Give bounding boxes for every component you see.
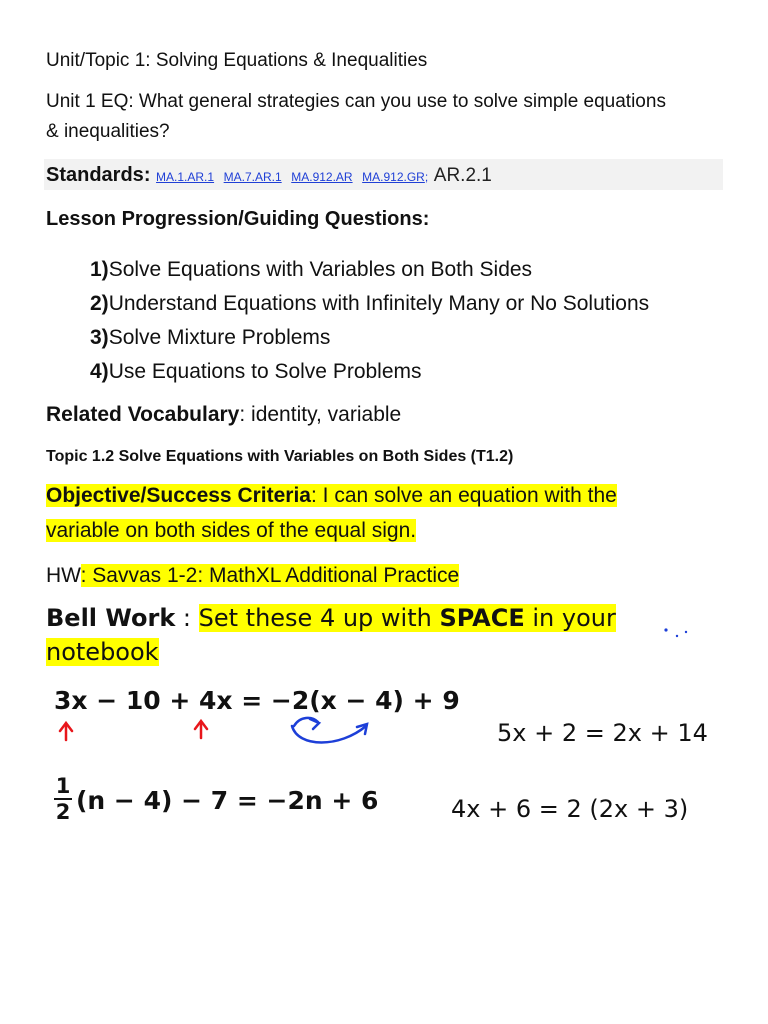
equation-3: 5x + 2 = 2x + 14 <box>497 719 708 747</box>
list-number: 1) <box>90 258 109 281</box>
vocab-label: Related Vocabulary <box>46 403 240 426</box>
standard-link-ma912ar[interactable]: MA.912.AR <box>291 170 353 184</box>
fraction-denominator: 2 <box>55 800 71 824</box>
standards-label: Standards <box>46 164 144 186</box>
essential-question-line2: & inequalities? <box>46 121 170 142</box>
standards-separator: ; <box>424 170 429 184</box>
equation-2: (n − 4) − 7 = −2n + 6 <box>76 786 379 815</box>
red-arrow-icon <box>195 721 207 738</box>
list-text: Use Equations to Solve Problems <box>108 360 422 383</box>
bell-text-bold: SPACE <box>439 604 525 632</box>
list-number: 4) <box>90 360 109 383</box>
objective-text1: : I can solve an equation with the <box>310 484 617 507</box>
vocab-text: : identity, variable <box>239 403 402 426</box>
unit-topic: Unit/Topic 1: Solving Equations & Inequalities <box>46 50 428 71</box>
topic-title: Topic 1.2 Solve Equations with Variables on Both Sides (T1.2) <box>46 448 514 465</box>
standard-link-ma7ar1[interactable]: MA.7.AR.1 <box>223 170 282 184</box>
bell-work-text2: notebook <box>46 638 159 666</box>
hw-label: HW <box>46 564 81 587</box>
red-arrow-icon <box>60 723 72 740</box>
objective-text2: variable on both sides of the equal sign. <box>46 519 417 542</box>
bell-text-post: in your <box>524 604 616 632</box>
list-text: Solve Mixture Problems <box>108 326 331 349</box>
list-number: 3) <box>90 326 109 349</box>
hw-text: : Savvas <box>80 564 167 587</box>
bell-work-sep: : <box>175 604 199 632</box>
bell-work-label: Bell Work <box>46 604 176 632</box>
list-number: 2) <box>90 292 109 315</box>
blue-dots-mark <box>664 628 687 637</box>
equation-4: 4x + 6 = 2 (2x + 3) <box>451 795 689 823</box>
blue-distribute-arrow-icon <box>292 718 367 743</box>
bell-text-pre: Set these 4 up with <box>198 604 440 632</box>
standard-link-ma912gr[interactable]: MA.912.GR <box>362 170 425 184</box>
equation-1: 3x − 10 + 4x = −2(x − 4) + 9 <box>54 686 460 715</box>
standards-colon: : <box>143 164 151 186</box>
hw-text2: 1-2: MathXL Additional Practice <box>166 564 460 587</box>
lesson-heading: Lesson Progression/Guiding Questions: <box>46 208 430 230</box>
standard-ar21: AR.2.1 <box>433 165 492 186</box>
objective-label: Objective/Success Criteria <box>46 484 311 507</box>
list-text: Understand Equations with Infinitely Many or No Solutions <box>108 292 650 315</box>
fraction-numerator: 1 <box>55 774 71 798</box>
list-text: Solve Equations with Variables on Both Sides <box>108 258 533 281</box>
essential-question-line1: Unit 1 EQ: What general strategies can you use to solve simple equations <box>46 91 666 112</box>
standard-link-ma1ar1[interactable]: MA.1.AR.1 <box>156 170 215 184</box>
